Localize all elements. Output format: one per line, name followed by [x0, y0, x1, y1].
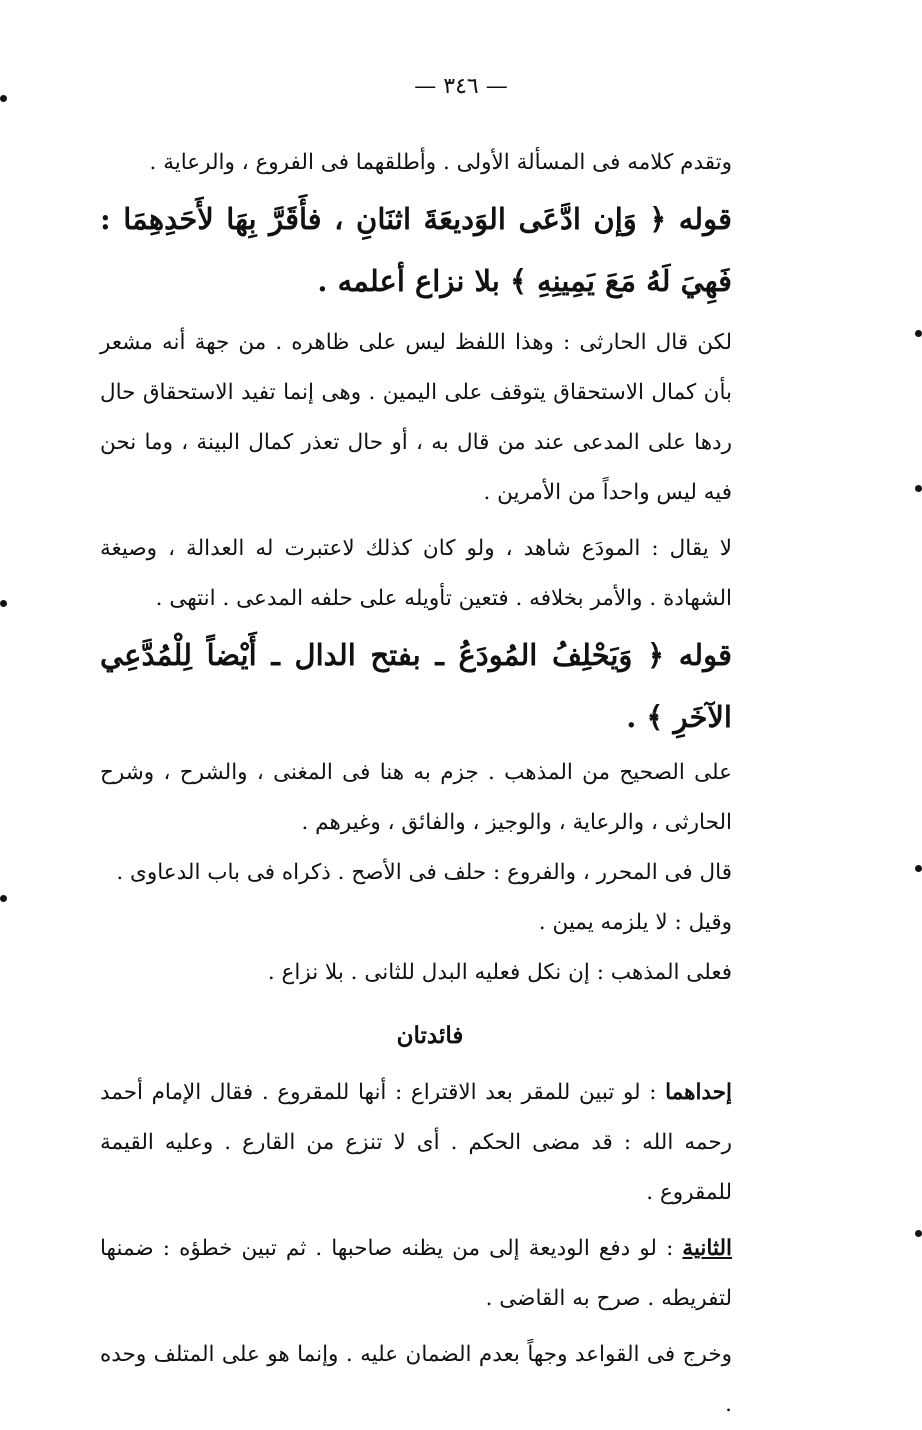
paragraph [100, 1224, 760, 1324]
section-title: فائدتان [396, 1022, 464, 1049]
paragraph: قال فى المحرر ، والفروع : حلف فى الأصح . ذكراه فى باب الدعاوى . [116, 860, 732, 885]
quoted-text: قوله ﴿ وَيَحْلِفُ المُودَعُ ـ بفتح الدال ـ أَيْضاً لِلْمُدَّعِي الآخَرِ ﴾ . [100, 638, 732, 734]
scan-edge-mark [0, 600, 7, 607]
paragraph: وخرج فى القواعد وجهاً بعدم الضمان عليه . وإنما هو على المتلف وحده . [100, 1342, 732, 1417]
benefit-label: إحداهما [665, 1080, 732, 1105]
benefit-text: : لو تبين للمقر بعد الاقتراع : أنها للمقروع . فقال الإمام أحمد رحمه الله : قد مضى الحكم . أى لا تنزع من القارع . وعليه القيمة للمقروع . [100, 1080, 732, 1205]
paragraph [100, 1068, 760, 1218]
page-number: — ٣٤٦ — [414, 74, 508, 99]
paragraph: على الصحيح من المذهب . جزم به هنا فى المغنى ، والشرح ، وشرح الحارثى ، والرعاية ، والوجيز ، والفائق ، وغيرهم . [100, 760, 732, 835]
quoted-text: قوله ﴿ وَإن ادَّعَى الوَديعَةَ اثنَانِ ، فأَقَرَّ بِهَا لأَحَدِهِمَا : فَهِيَ لَهُ مَعَ يَمِينِهِ ﴾ بلا نزاع أعلمه . [100, 202, 732, 298]
paragraph: فعلى المذهب : إن نكل فعليه البدل للثانى . بلا نزاع . [267, 960, 732, 985]
paragraph: وتقدم كلامه فى المسألة الأولى . وأطلقهما فى الفروع ، والرعاية . [149, 150, 732, 175]
scan-edge-mark [915, 330, 922, 337]
scan-edge-mark [915, 485, 922, 492]
scan-edge-mark [915, 865, 922, 872]
benefit-text: : لو دفع الوديعة إلى من يظنه صاحبها . ثم تبين خطؤه : ضمنها لتفريطه . صرح به القاضى . [100, 1236, 732, 1311]
main-text [100, 138, 760, 1430]
benefit-label: الثانية [682, 1236, 732, 1261]
paragraph: وقيل : لا يلزمه يمين . [538, 910, 732, 935]
scan-edge-mark [915, 1230, 922, 1237]
paragraph: لكن قال الحارثى : وهذا اللفظ ليس على ظاهره . من جهة أنه مشعر بأن كمال الاستحقاق يتوقف على اليمين . وهى إنما تفيد الاستحقاق حال ردها على المدعى عند من قال به ، أو حال تعذر كمال البينة ، وما نحن فيه ليس واحداً من الأمرين . [100, 330, 732, 505]
scan-edge-mark [0, 895, 7, 902]
paragraph: لا يقال : المودَع شاهد ، ولو كان كذلك لاعتبرت له العدالة ، وصيغة الشهادة . والأمر بخلافه . فتعين تأويله على حلفه المدعى . انتهى . [100, 536, 732, 611]
